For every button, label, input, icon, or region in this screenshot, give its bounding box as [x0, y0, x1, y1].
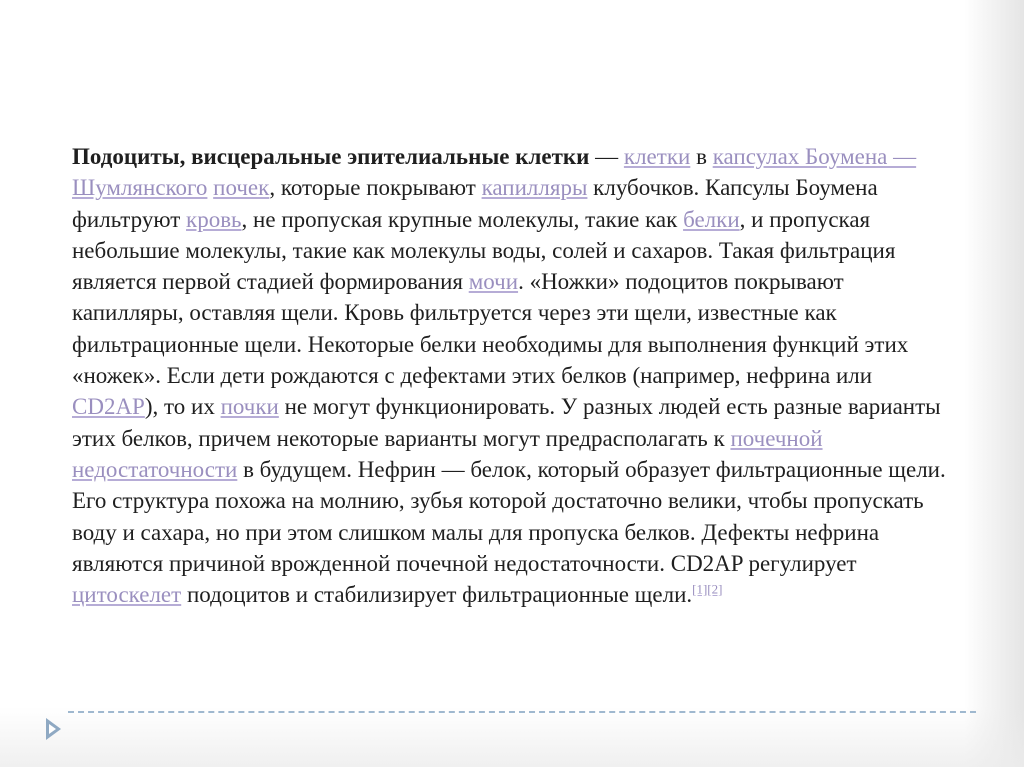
text-segment: в будущем. Нефрин — белок, который образует фильтрационные щели. Его структура похожа на молнию, зубья которой достаточно велики, чтобы пропускать воду и сахара, но при этом слишком малы для пропуска белков. Дефекты нефрина являются причиной врожденной почечной недостаточности. CD2AP регулирует — [72, 456, 946, 576]
footer-divider — [68, 711, 976, 713]
link-cells[interactable]: клетки — [623, 144, 691, 169]
text-segment: в — [690, 144, 713, 169]
link-kidneys[interactable]: почек — [213, 175, 270, 201]
body-paragraph — [72, 141, 952, 610]
text-segment: , и пропуская небольшие молекулы, такие как молекулы воды, солей и сахаров. Такая фильтрация является первой стадией формирования — [72, 206, 896, 295]
link-bowman-capsule[interactable]: капсулах Боумена — Шумлянского — [72, 144, 917, 201]
triangle-bullet-inner — [49, 724, 56, 734]
link-renal-failure[interactable]: почечной недостаточности — [72, 425, 823, 482]
citation-1-link[interactable]: [1] — [692, 581, 708, 597]
text-segment: ), то их — [144, 394, 221, 420]
text-segment: . «Ножки» подоцитов покрывают капилляры, оставляя щели. Кровь фильтруется через эти щели, известные как фильтрационные щели. Некоторые белки необходимы для выполнения функций этих «ножек». Если дети рождаются с дефектами этих белков (например, нефрина или — [72, 269, 909, 389]
link-capillaries[interactable]: капилляры — [481, 175, 588, 201]
text-segment: не могут функционировать. У разных людей есть разные варианты этих белков, причем некоторые варианты могут предрасполагать к — [72, 394, 941, 451]
slide-edge-shadow — [964, 0, 1024, 767]
text-segment: , не пропуская крупные молекулы, такие как — [241, 206, 684, 232]
link-blood[interactable]: кровь — [186, 206, 242, 232]
link-cytoskeleton[interactable]: цитоскелет — [72, 582, 182, 608]
text-segment: клубочков. Капсулы Боумена фильтруют — [72, 175, 878, 232]
link-proteins[interactable]: белки — [683, 206, 740, 232]
link-cd2ap[interactable]: CD2AP — [72, 394, 145, 420]
text-segment: подоцитов и стабилизирует фильтрационные щели. — [181, 582, 693, 608]
slide-bottom-shadow — [0, 707, 1024, 767]
link-kidneys-2[interactable]: почки — [220, 394, 279, 420]
link-urine[interactable]: мочи — [468, 269, 519, 295]
text-segment: , которые покрывают — [269, 175, 482, 201]
text-segment: — — [589, 144, 624, 169]
citation-2-link[interactable]: [2] — [707, 581, 723, 597]
lead-term: Подоциты, висцеральные эпителиальные клетки — [72, 144, 590, 169]
